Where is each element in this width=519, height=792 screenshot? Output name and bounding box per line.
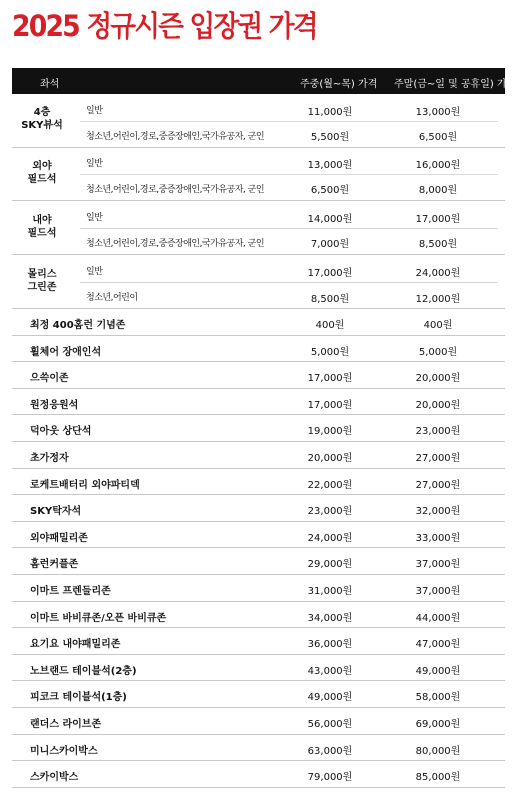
header-weekday: 주중(월~목) 가격 bbox=[300, 79, 378, 90]
seat-name: 초가정자 bbox=[30, 453, 69, 464]
row-divider bbox=[12, 388, 505, 389]
weekend-price: 5,000원 bbox=[418, 346, 458, 358]
group-name-line: 필드석 bbox=[27, 228, 57, 239]
seat-name: 요기요 내야패밀리존 bbox=[30, 639, 121, 651]
seat-name: 휠체어 장애인석 bbox=[30, 346, 102, 358]
weekday-price: 31,000원 bbox=[307, 586, 353, 597]
weekend-price: 58,000원 bbox=[415, 692, 461, 704]
weekend-price: 23,000원 bbox=[415, 426, 461, 438]
weekend-price: 8,000원 bbox=[418, 185, 458, 196]
weekday-price: 6,500원 bbox=[310, 185, 350, 196]
weekend-price: 37,000원 bbox=[415, 586, 461, 597]
weekday-price: 19,000원 bbox=[307, 426, 353, 438]
row-divider bbox=[80, 282, 498, 283]
weekday-price: 22,000원 bbox=[307, 479, 353, 491]
seat-name: 최정 400홈런 기념존 bbox=[30, 320, 126, 331]
group-name-line: SKY뷰석 bbox=[21, 120, 63, 131]
table-header bbox=[12, 68, 517, 94]
weekend-price: 12,000원 bbox=[415, 294, 461, 305]
weekend-price: 37,000원 bbox=[415, 559, 461, 571]
ticket-type: 청소년,어린이,경로,중증장애인,국가유공자, 군인 bbox=[86, 185, 265, 195]
row-divider bbox=[12, 335, 505, 336]
row-divider bbox=[12, 734, 505, 735]
group-name-line: 4층 bbox=[33, 107, 51, 118]
weekday-price: 24,000원 bbox=[307, 532, 353, 544]
weekday-price: 29,000원 bbox=[307, 559, 353, 571]
weekend-price: 6,500원 bbox=[418, 132, 458, 143]
weekday-price: 14,000원 bbox=[307, 214, 353, 225]
ticket-type: 청소년,어린이,경로,중증장애인,국가유공자, 군인 bbox=[86, 239, 265, 249]
weekend-price: 80,000원 bbox=[415, 745, 461, 757]
seat-name: 홈런커플존 bbox=[30, 559, 79, 571]
row-divider bbox=[12, 654, 505, 655]
row-divider bbox=[12, 760, 505, 761]
weekend-price: 33,000원 bbox=[415, 532, 461, 544]
weekend-price: 27,000원 bbox=[415, 479, 461, 491]
row-divider bbox=[12, 601, 505, 602]
weekend-price: 20,000원 bbox=[415, 399, 461, 411]
seat-name: 노브랜드 테이블석(2층) bbox=[30, 665, 137, 677]
row-divider bbox=[12, 468, 505, 469]
weekday-price: 13,000원 bbox=[307, 160, 353, 171]
weekend-price: 20,000원 bbox=[415, 373, 461, 385]
weekday-price: 23,000원 bbox=[307, 506, 353, 518]
weekend-price: 32,000원 bbox=[415, 506, 461, 518]
weekend-price: 8,500원 bbox=[418, 239, 458, 250]
row-divider bbox=[80, 228, 498, 229]
weekday-price: 5,000원 bbox=[310, 346, 350, 358]
weekend-price: 17,000원 bbox=[415, 214, 461, 225]
row-divider bbox=[12, 414, 505, 415]
group-name-line: 몰리스 bbox=[27, 269, 57, 280]
weekday-price: 5,500원 bbox=[310, 132, 350, 143]
row-divider bbox=[12, 308, 505, 309]
weekend-price: 49,000원 bbox=[415, 665, 461, 677]
weekday-price: 63,000원 bbox=[307, 745, 353, 757]
row-divider bbox=[80, 174, 498, 175]
weekend-price: 85,000원 bbox=[415, 772, 461, 784]
weekday-price: 20,000원 bbox=[307, 453, 353, 464]
weekend-price: 69,000원 bbox=[415, 719, 461, 730]
row-divider bbox=[12, 361, 505, 362]
row-divider bbox=[12, 254, 505, 255]
ticket-type: 일반 bbox=[86, 159, 103, 169]
seat-name: 으쓱이존 bbox=[30, 373, 69, 385]
seat-name: 이마트 프렌들리존 bbox=[30, 586, 111, 597]
weekday-price: 43,000원 bbox=[307, 665, 353, 677]
weekday-price: 8,500원 bbox=[310, 294, 350, 305]
group-name-line: 내야 bbox=[32, 215, 52, 226]
row-divider bbox=[12, 494, 505, 495]
seat-name: 랜더스 라이브존 bbox=[30, 719, 102, 730]
row-divider bbox=[12, 707, 505, 708]
weekend-price: 27,000원 bbox=[415, 453, 461, 464]
weekend-price: 47,000원 bbox=[415, 639, 461, 651]
weekday-price: 7,000원 bbox=[310, 239, 350, 250]
weekday-price: 49,000원 bbox=[307, 692, 353, 704]
group-name-line: 외야 bbox=[32, 161, 52, 172]
ticket-type: 청소년,어린이 bbox=[86, 293, 138, 303]
header-weekend: 주말(금~일 및 공휴일) 가격 bbox=[394, 79, 517, 90]
row-divider bbox=[12, 787, 505, 788]
seat-name: 덕아웃 상단석 bbox=[30, 426, 92, 438]
weekend-price: 44,000원 bbox=[415, 612, 461, 624]
group-name-line: 필드석 bbox=[27, 174, 57, 185]
group-name-line: 그린존 bbox=[27, 282, 57, 293]
weekend-price: 400원 bbox=[423, 320, 453, 331]
weekend-price: 13,000원 bbox=[415, 107, 461, 118]
weekday-price: 79,000원 bbox=[307, 772, 353, 784]
ticket-type: 청소년,어린이,경로,중증장애인,국가유공자, 군인 bbox=[86, 132, 265, 142]
seat-name: 원정응원석 bbox=[30, 399, 79, 411]
seat-name: 스카이박스 bbox=[30, 772, 79, 784]
weekday-price: 11,000원 bbox=[307, 107, 353, 118]
ticket-type: 일반 bbox=[86, 267, 103, 277]
row-divider bbox=[80, 121, 498, 122]
weekday-price: 36,000원 bbox=[307, 639, 353, 651]
header-seat: 좌석 bbox=[40, 79, 60, 90]
weekday-price: 17,000원 bbox=[307, 268, 353, 279]
ticket-type: 일반 bbox=[86, 213, 103, 223]
row-divider bbox=[12, 574, 505, 575]
seat-name: 미니스카이박스 bbox=[30, 745, 98, 757]
weekday-price: 400원 bbox=[315, 320, 345, 331]
weekend-price: 16,000원 bbox=[415, 160, 461, 171]
row-divider bbox=[12, 147, 505, 148]
row-divider bbox=[12, 547, 505, 548]
seat-name: SKY탁자석 bbox=[30, 506, 82, 518]
seat-name: 로케트배터리 외야파티덱 bbox=[30, 479, 140, 491]
seat-name: 외야패밀리존 bbox=[30, 532, 88, 544]
row-divider bbox=[12, 200, 505, 201]
row-divider bbox=[12, 441, 505, 442]
weekday-price: 56,000원 bbox=[307, 719, 353, 730]
seat-name: 이마트 바비큐존/오픈 바비큐존 bbox=[30, 612, 167, 624]
row-divider bbox=[12, 627, 505, 628]
weekday-price: 17,000원 bbox=[307, 373, 353, 385]
weekend-price: 24,000원 bbox=[415, 268, 461, 279]
weekday-price: 17,000원 bbox=[307, 399, 353, 411]
row-divider bbox=[12, 521, 505, 522]
ticket-type: 일반 bbox=[86, 106, 103, 116]
weekday-price: 34,000원 bbox=[307, 612, 353, 624]
seat-name: 피코크 테이블석(1층) bbox=[30, 692, 127, 704]
row-divider bbox=[12, 680, 505, 681]
page-title: 2025 정규시즌 입장권 가격 bbox=[12, 9, 317, 43]
